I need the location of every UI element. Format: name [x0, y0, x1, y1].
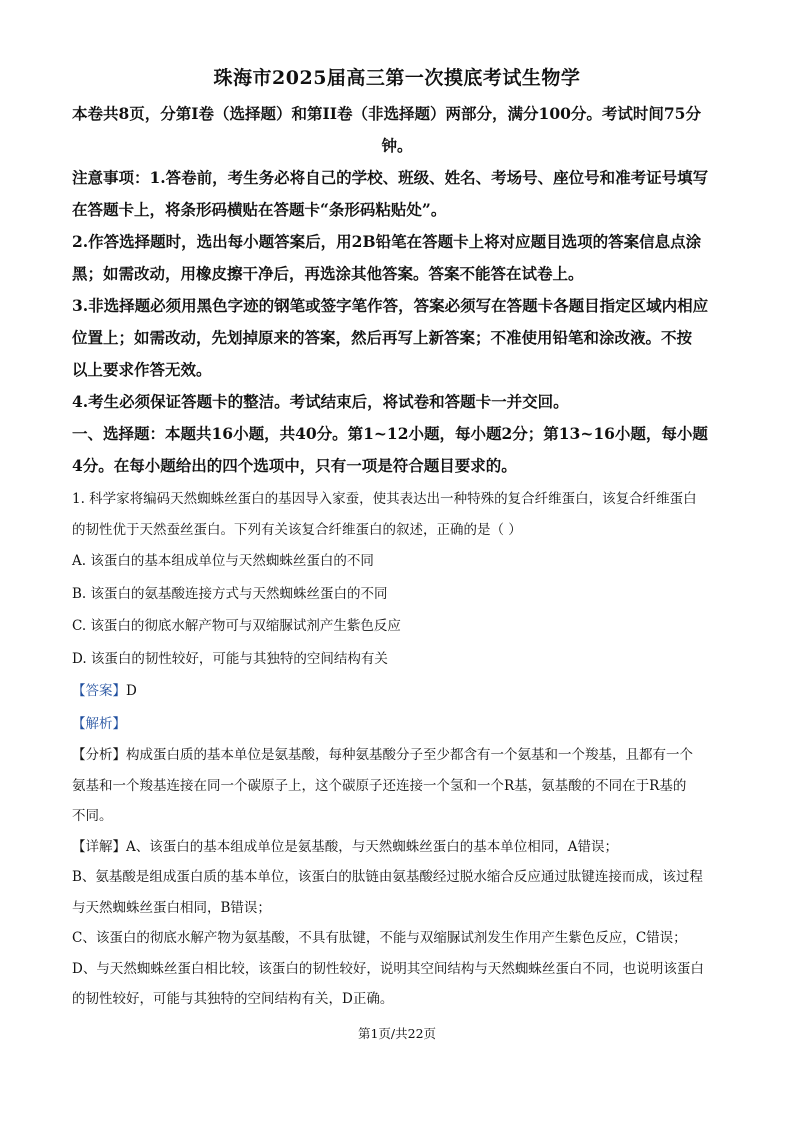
answer-tag: 【答案】	[72, 683, 126, 699]
xiangjie-b-line-2: 与天然蜘蛛丝蛋白相同，B错误；	[72, 899, 271, 916]
q1-stem-line-2: 的韧性优于天然蚕丝蛋白。下列有关该复合纤维蛋白的叙述，正确的是（ ）	[72, 521, 522, 538]
exam-page	[72, 64, 722, 1015]
notes-4: 4.考生必须保证答题卡的整洁。考试结束后，将试卷和答题卡一并交回。	[72, 392, 569, 411]
q1-answer	[72, 675, 722, 708]
fenxi-line-1	[72, 740, 722, 771]
xiangjie-tag: 【详解】	[72, 838, 126, 855]
intro-line-2: 钟。	[381, 136, 413, 155]
notes-1-line-2: 在答题卡上，将条形码横贴在答题卡“条形码粘贴处”。	[72, 200, 447, 219]
fenxi-tag: 【分析】	[72, 747, 126, 763]
answer-value: D	[126, 683, 137, 699]
page-footer: 第1页/共22页	[357, 1026, 437, 1041]
xiangjie-a-text: A、该蛋白的基本组成单位是氨基酸，与天然蜘蛛丝蛋白的基本单位相同，A错误；	[126, 838, 618, 855]
fenxi-line-3: 不同。	[72, 808, 113, 824]
xiangjie-line-a	[72, 832, 722, 863]
section-header-line-2: 4分。在每小题给出的四个选项中，只有一项是符合题目要求的。	[72, 456, 517, 475]
q1-stem-line-1: 1. 科学家将编码天然蜘蛛丝蛋白的基因导入家蚕，使其表达出一种特殊的复合纤维蛋白，该复合纤维蛋白	[72, 491, 697, 507]
q1-option-b: B. 该蛋白的氨基酸连接方式与天然蜘蛛丝蛋白的不同	[72, 585, 388, 602]
notes-1-line-1: 注意事项：1.答卷前，考生务必将自己的学校、班级、姓名、考场号、座位号和准考证号填写	[72, 168, 709, 187]
xiangjie-c: C、该蛋白的彻底水解产物为氨基酸，不具有肽键，不能与双缩脲试剂发生作用产生紫色反应，C错误；	[72, 930, 687, 946]
xiangjie-b-line-1: B、氨基酸是组成蛋白质的基本单位，该蛋白的肽链由氨基酸经过脱水缩合反应通过肽键连接而成，该过程	[72, 869, 703, 885]
section-header-line-1: 一、选择题：本题共16小题，共40分。第1~12小题，每小题2分；第13~16小题，每小题	[72, 424, 708, 443]
xiangjie-d-line-1: D、与天然蜘蛛丝蛋白相比较，该蛋白的韧性较好，说明其空间结构与天然蜘蛛丝蛋白不同，也说明该蛋白	[72, 960, 704, 977]
q1-option-c: C. 该蛋白的彻底水解产物可与双缩脲试剂产生紫色反应	[72, 618, 401, 634]
notes-2-line-1: 2.作答选择题时，选出每小题答案后，用2B铅笔在答题卡上将对应题目选项的答案信息点涂	[72, 232, 702, 251]
notes-3-line-3: 以上要求作答无效。	[72, 360, 212, 379]
notes-3-line-2: 位置上；如需改动，先划掉原来的答案，然后再写上新答案；不准使用铅笔和涂改液。不按	[72, 328, 693, 347]
analysis-tag: 【解析】	[72, 715, 126, 732]
q1-option-d: D. 该蛋白的韧性较好，可能与其独特的空间结构有关	[72, 650, 388, 667]
fenxi-line-2: 氨基和一个羧基连接在同一个碳原子上，这个碳原子还连接一个氢和一个R基，氨基酸的不同在于R基的	[72, 777, 687, 794]
q1-option-a: A. 该蛋白的基本组成单位与天然蜘蛛丝蛋白的不同	[72, 553, 374, 569]
question-1	[72, 484, 722, 1015]
xiangjie-d-line-2: 的韧性较好，可能与其独特的空间结构有关，D正确。	[72, 991, 394, 1007]
notes-2-line-2: 黑；如需改动，用橡皮擦干净后，再选涂其他答案。答案不能答在试卷上。	[72, 264, 584, 283]
intro-line-1: 本卷共8页，分第I卷（选择题）和第II卷（非选择题）两部分，满分100分。考试时间75分	[72, 104, 701, 123]
exam-title: 珠海市2025届高三第一次摸底考试生物学	[213, 67, 581, 89]
notes-3-line-1: 3.非选择题必须用黑色字迹的钢笔或签字笔作答，答案必须写在答题卡各题目指定区域内相应	[72, 296, 709, 315]
fenxi-text-1: 构成蛋白质的基本单位是氨基酸，每种氨基酸分子至少都含有一个氨基和一个羧基，且都有一个	[126, 747, 693, 763]
